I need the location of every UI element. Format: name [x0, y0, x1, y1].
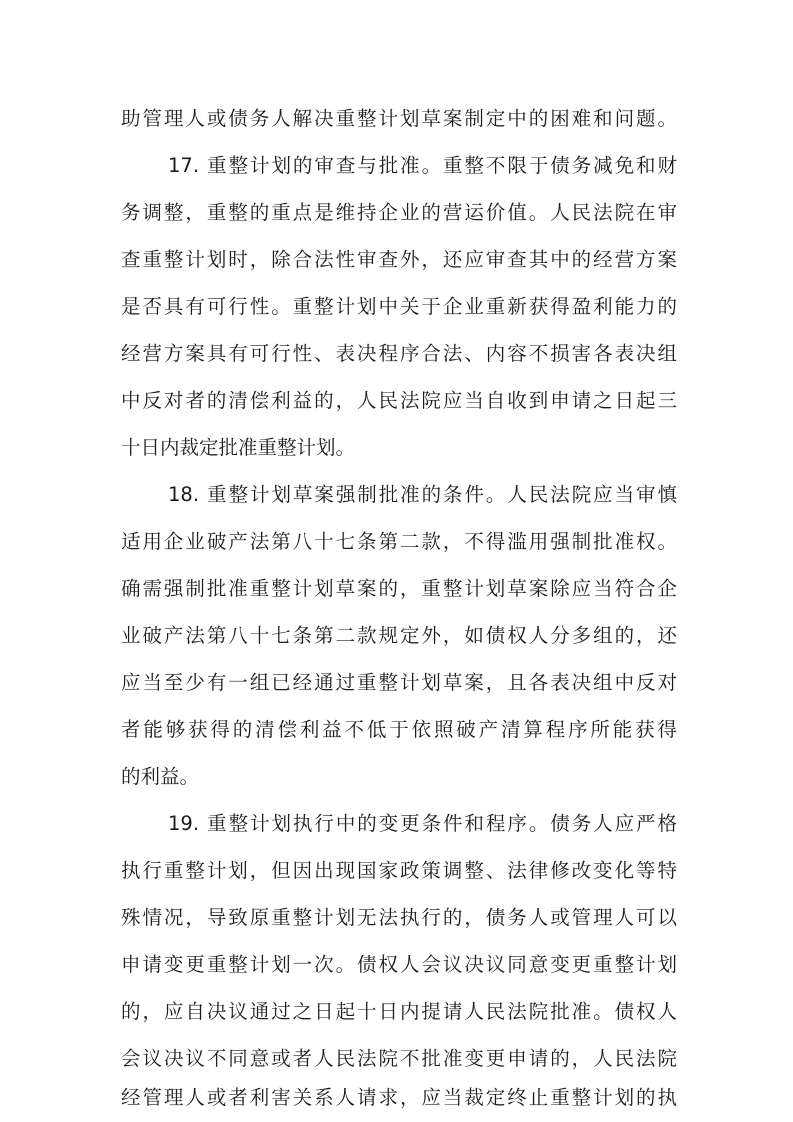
text-line: 者能够获得的清偿利益不低于依照破产清算程序所能获得 [121, 718, 677, 741]
text-line: 查重整计划时，除合法性审查外，还应审查其中的经营方案 [121, 248, 677, 271]
text-line: 殊情况，导致原重整计划无法执行的，债务人或管理人可以 [121, 906, 677, 929]
text-line: 的利益。 [121, 765, 200, 788]
text-line: 会议决议不同意或者人民法院不批准变更申请的，人民法院 [121, 1047, 677, 1070]
text-line: 是否具有可行性。重整计划中关于企业重新获得盈利能力的 [121, 295, 677, 318]
text-line: 申请变更重整计划一次。债权人会议决议同意变更重整计划 [121, 953, 677, 976]
text-line: 的，应自决议通过之日起十日内提请人民法院批准。债权人 [121, 1000, 677, 1023]
text-line: 十日内裁定批准重整计划。 [121, 436, 356, 459]
text-line: 经管理人或者利害关系人请求，应当裁定终止重整计划的执 [121, 1086, 677, 1109]
text-line: 助管理人或债务人解决重整计划草案制定中的困难和问题。 [121, 107, 677, 130]
paragraph-17-heading: 17. 重整计划的审查与批准。重整不限于债务减免和财 [168, 154, 677, 177]
paragraph-19-heading: 19. 重整计划执行中的变更条件和程序。债务人应严格 [168, 812, 677, 835]
text-line: 确需强制批准重整计划草案的，重整计划草案除应当符合企 [121, 577, 677, 600]
paragraph-18-heading: 18. 重整计划草案强制批准的条件。人民法院应当审慎 [168, 483, 677, 506]
text-line: 经营方案具有可行性、表决程序合法、内容不损害各表决组 [121, 342, 677, 365]
text-line: 应当至少有一组已经通过重整计划草案，且各表决组中反对 [121, 671, 677, 694]
text-line: 务调整，重整的重点是维持企业的营运价值。人民法院在审 [121, 201, 677, 224]
text-line: 业破产法第八十七条第二款规定外，如债权人分多组的，还 [121, 624, 677, 647]
text-line: 中反对者的清偿利益的，人民法院应当自收到申请之日起三 [121, 389, 677, 412]
text-line: 执行重整计划，但因出现国家政策调整、法律修改变化等特 [121, 859, 677, 882]
text-line: 适用企业破产法第八十七条第二款，不得滥用强制批准权。 [121, 530, 677, 553]
